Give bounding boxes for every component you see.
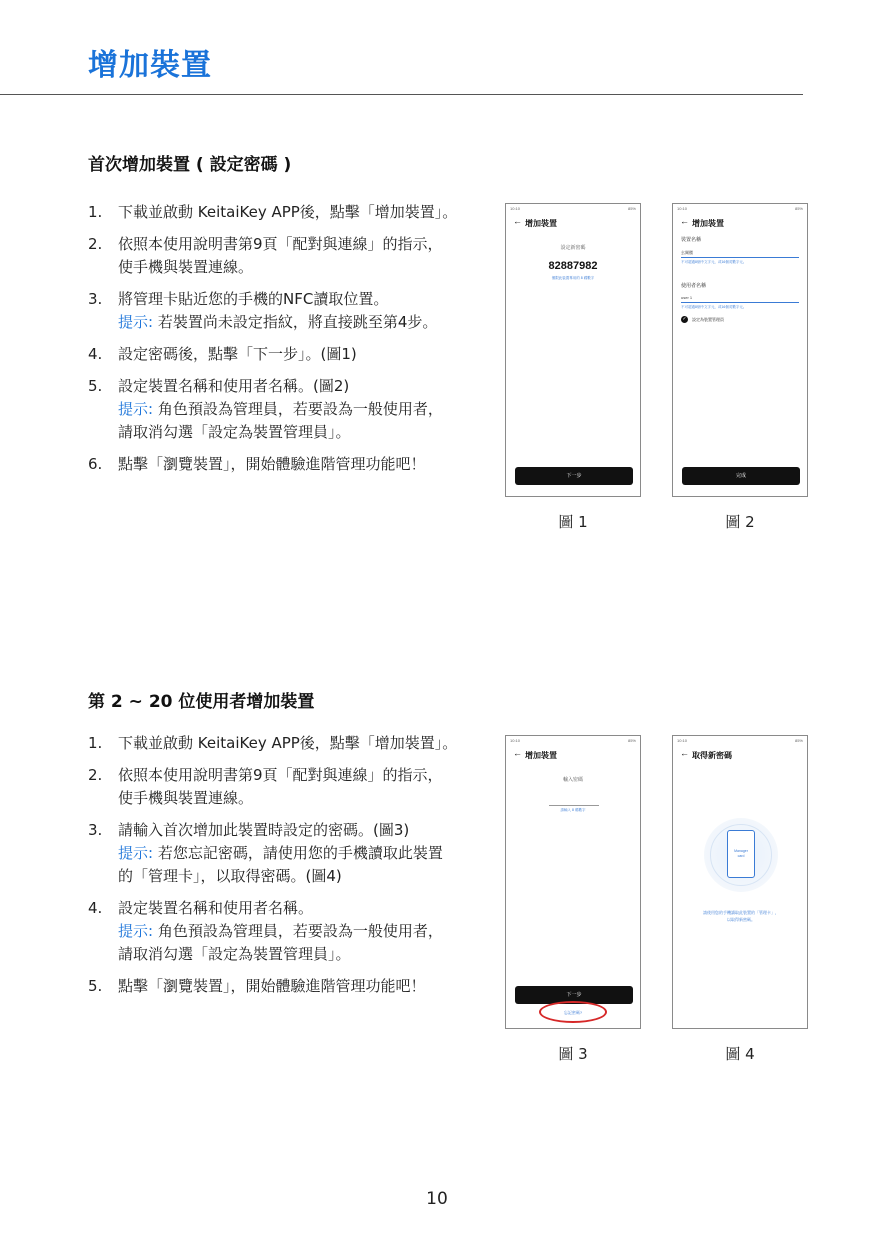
step-text: 設定密碼後，點擊「下一步」。(圖1) [118, 345, 357, 363]
step-number: 2. [88, 766, 103, 784]
admin-checkbox-row [681, 316, 724, 323]
tip-label: 提示: [118, 922, 154, 940]
card-label-line: Manager [734, 849, 748, 853]
step-item [88, 732, 508, 755]
status-time: 10:10 [510, 738, 521, 743]
step-text: 使手機與裝置連線。 [118, 789, 254, 807]
step-item [88, 233, 508, 279]
phone-screenshot-fig1 [505, 203, 641, 497]
step-text: 請輸入首次增加此裝置時設定的密碼。(圖3) [118, 821, 410, 839]
step-number: 3. [88, 821, 103, 839]
admin-checkbox-label: 設定為裝置管理員 [692, 316, 724, 322]
step-text: 將管理卡貼近您的手機的NFC讀取位置。 [118, 290, 389, 308]
tip-text: 請取消勾選「設定為裝置管理員」。 [118, 423, 351, 441]
tip-text: 請取消勾選「設定為裝置管理員」。 [118, 945, 351, 963]
password-label: 設定新密碼 [560, 245, 586, 251]
screen-title: 增加裝置 [525, 219, 557, 228]
status-time: 10:10 [510, 206, 521, 211]
step-tip [118, 311, 508, 334]
step-tip [118, 398, 508, 421]
step-item [88, 897, 508, 966]
steps-list-additional-users [88, 732, 508, 998]
step-number: 4. [88, 899, 103, 917]
step-item [88, 375, 508, 444]
arrow-left-icon: ← [513, 216, 522, 226]
step-text: 點擊「瀏覽裝置」，開始體驗進階管理功能吧！ [118, 455, 426, 473]
forgot-password-link: 忘記密碼? [563, 1010, 583, 1015]
tip-label: 提示: [118, 313, 154, 331]
steps-list-first-device [88, 201, 508, 476]
tip-label: 提示: [118, 844, 154, 862]
tip-text: 角色預設為管理員，若要設為一般使用者， [153, 400, 443, 418]
page-number: 10 [426, 1189, 448, 1209]
done-button: 完成 [682, 467, 800, 485]
step-item [88, 343, 508, 366]
user-name-value: user 1 [681, 295, 693, 300]
instruction-text: 請使用您的手機讀取此裝置的「管理卡」， [703, 910, 779, 915]
step-number: 6. [88, 455, 103, 473]
step-number: 3. [88, 290, 103, 308]
user-name-underline [681, 302, 799, 303]
section-heading-first-device: 首次增加裝置 ( 設定密碼 ) [88, 155, 292, 175]
step-item [88, 453, 508, 476]
phone-screenshot-fig2 [672, 203, 808, 497]
card-label [728, 849, 754, 859]
step-number: 5. [88, 377, 103, 395]
device-name-underline [681, 257, 799, 258]
section-heading-additional-users: 第 2 ~ 20 位使用者增加裝置 [88, 692, 315, 712]
step-number: 1. [88, 203, 103, 221]
step-text: 使手機與裝置連線。 [118, 258, 254, 276]
manager-card-icon [727, 830, 755, 878]
step-tip [118, 842, 508, 865]
step-item [88, 975, 508, 998]
password-label: 輸入密碼 [562, 777, 583, 783]
status-time: 10:10 [677, 738, 688, 743]
password-input [549, 805, 599, 806]
device-name-value: 玄關櫃 [681, 250, 693, 255]
figure-caption: 圖 4 [725, 1045, 755, 1063]
password-code: 82887982 [548, 260, 598, 272]
device-name-help: 不可超過8個中文字元，或16個英數字元。 [681, 260, 747, 264]
highlight-circle [539, 1001, 607, 1023]
checkmark-icon: ✓ [682, 316, 687, 322]
phone-screenshot-fig4 [672, 735, 808, 1029]
step-text: 設定裝置名稱和使用者名稱。 [118, 899, 314, 917]
phone-screenshot-fig3 [505, 735, 641, 1029]
next-button: 下一步 [515, 467, 633, 485]
page-title: 增加裝置 [88, 48, 212, 83]
step-item [88, 288, 508, 334]
step-text: 點擊「瀏覽裝置」，開始體驗進階管理功能吧！ [118, 977, 426, 995]
tip-text: 若您忘記密碼，請使用您的手機讀取此裝置 [153, 844, 443, 862]
password-hint: 僅限此裝置專用的 8 碼數字 [551, 276, 595, 280]
step-text: 依照本使用說明書第9頁「配對與連線」的指示， [118, 235, 443, 253]
status-time: 10:10 [677, 206, 688, 211]
title-divider [0, 94, 803, 95]
tip-text: 角色預設為管理員，若要設為一般使用者， [153, 922, 443, 940]
step-item [88, 819, 508, 888]
step-number: 4. [88, 345, 103, 363]
screen-title: 增加裝置 [525, 751, 557, 760]
status-battery: 85% [627, 206, 636, 211]
step-text: 設定裝置名稱和使用者名稱。(圖2) [118, 377, 350, 395]
step-item [88, 201, 508, 224]
step-item [88, 764, 508, 810]
status-battery: 85% [794, 206, 803, 211]
status-battery: 85% [627, 738, 636, 743]
tip-text: 若裝置尚未設定指紋，將直接跳至第4步。 [153, 313, 438, 331]
arrow-left-icon: ← [680, 216, 689, 226]
user-name-help: 不可超過8個中文字元，或16個英數字元。 [681, 305, 747, 309]
step-tip [118, 920, 508, 943]
password-hint: 請輸入 8 碼數字 [560, 808, 586, 812]
device-name-label: 裝置名稱 [681, 237, 702, 243]
status-battery: 85% [794, 738, 803, 743]
tip-text: 的「管理卡」，以取得密碼。(圖4) [118, 867, 342, 885]
figure-caption: 圖 2 [725, 513, 755, 531]
next-button: 下一步 [515, 986, 633, 1004]
step-number: 1. [88, 734, 103, 752]
screen-title: 取得新密碼 [692, 751, 732, 760]
step-number: 2. [88, 235, 103, 253]
instruction-text: 以取得新密碼。 [727, 917, 755, 922]
screen-title: 增加裝置 [692, 219, 724, 228]
step-text: 依照本使用說明書第9頁「配對與連線」的指示， [118, 766, 443, 784]
card-label-line: card [737, 854, 745, 858]
step-text: 下載並啟動 KeitaiKey APP後，點擊「增加裝置」。 [118, 203, 458, 221]
figure-caption: 圖 3 [558, 1045, 588, 1063]
nfc-card-illustration [704, 818, 778, 892]
user-name-label: 使用者名稱 [681, 283, 707, 289]
step-number: 5. [88, 977, 103, 995]
arrow-left-icon: ← [513, 748, 522, 758]
step-text: 下載並啟動 KeitaiKey APP後，點擊「增加裝置」。 [118, 734, 458, 752]
figure-caption: 圖 1 [558, 513, 588, 531]
arrow-left-icon: ← [680, 748, 689, 758]
tip-label: 提示: [118, 400, 154, 418]
